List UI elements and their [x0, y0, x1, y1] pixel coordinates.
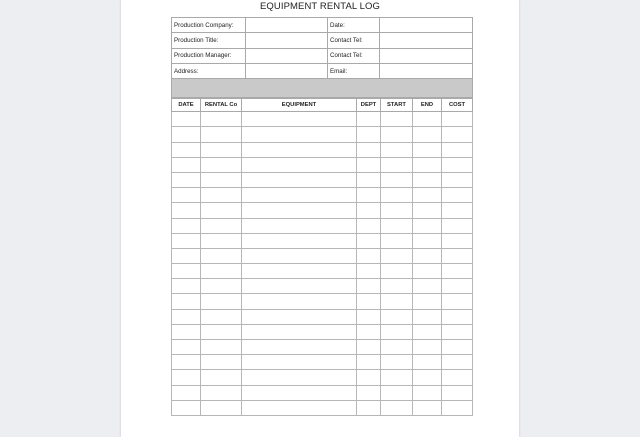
cell-cost[interactable] — [442, 294, 473, 309]
cell-date[interactable] — [172, 157, 201, 172]
cell-start[interactable] — [381, 233, 413, 248]
cell-dept[interactable] — [357, 218, 381, 233]
cell-start[interactable] — [381, 172, 413, 187]
cell-date[interactable] — [172, 385, 201, 400]
cell-equipment[interactable] — [242, 248, 357, 263]
document-page — [121, 0, 519, 437]
cell-dept[interactable] — [357, 264, 381, 279]
cell-equipment[interactable] — [242, 203, 357, 218]
cell-start[interactable] — [381, 385, 413, 400]
cell-dept[interactable] — [357, 142, 381, 157]
document-title: EQUIPMENT RENTAL LOG — [259, 1, 381, 12]
cell-rental-co[interactable] — [201, 218, 242, 233]
cell-cost[interactable] — [442, 248, 473, 263]
table-row — [172, 309, 473, 324]
cell-end[interactable] — [413, 309, 442, 324]
cell-cost[interactable] — [442, 309, 473, 324]
cell-end[interactable] — [413, 340, 442, 355]
cell-dept[interactable] — [357, 233, 381, 248]
cell-end[interactable] — [413, 294, 442, 309]
cell-start[interactable] — [381, 294, 413, 309]
cell-equipment[interactable] — [242, 188, 357, 203]
cell-rental-co[interactable] — [201, 355, 242, 370]
production-company-label: Production Company: — [172, 18, 246, 33]
cell-end[interactable] — [413, 172, 442, 187]
cell-equipment[interactable] — [242, 324, 357, 339]
cell-rental-co[interactable] — [201, 324, 242, 339]
cell-start[interactable] — [381, 355, 413, 370]
cell-start[interactable] — [381, 309, 413, 324]
column-header-end: END — [413, 99, 442, 112]
log-header-row — [172, 99, 473, 112]
production-title-field[interactable] — [246, 33, 328, 48]
column-header-date: DATE — [172, 99, 201, 112]
cell-rental-co[interactable] — [201, 172, 242, 187]
table-row — [172, 264, 473, 279]
cell-rental-co[interactable] — [201, 233, 242, 248]
cell-date[interactable] — [172, 172, 201, 187]
contact-tel-field[interactable] — [380, 48, 473, 63]
cell-start[interactable] — [381, 127, 413, 142]
cell-equipment[interactable] — [242, 127, 357, 142]
table-row — [172, 157, 473, 172]
cell-date[interactable] — [172, 400, 201, 415]
cell-cost[interactable] — [442, 385, 473, 400]
table-row — [172, 142, 473, 157]
cell-equipment[interactable] — [242, 279, 357, 294]
cell-date[interactable] — [172, 218, 201, 233]
cell-rental-co[interactable] — [201, 248, 242, 263]
cell-equipment[interactable] — [242, 294, 357, 309]
cell-rental-co[interactable] — [201, 309, 242, 324]
cell-rental-co[interactable] — [201, 203, 242, 218]
table-row — [172, 385, 473, 400]
table-row — [172, 294, 473, 309]
cell-end[interactable] — [413, 264, 442, 279]
production-company-field[interactable] — [246, 18, 328, 33]
cell-dept[interactable] — [357, 355, 381, 370]
cell-dept[interactable] — [357, 294, 381, 309]
cell-equipment[interactable] — [242, 112, 357, 127]
cell-rental-co[interactable] — [201, 112, 242, 127]
rental-log-form — [171, 17, 472, 416]
cell-date[interactable] — [172, 294, 201, 309]
contact-tel-field[interactable] — [380, 33, 473, 48]
table-row — [172, 400, 473, 415]
cell-end[interactable] — [413, 248, 442, 263]
cell-end[interactable] — [413, 355, 442, 370]
cell-cost[interactable] — [442, 370, 473, 385]
equipment-log-table — [171, 98, 473, 416]
column-header-dept: DEPT — [357, 99, 381, 112]
cell-equipment[interactable] — [242, 172, 357, 187]
cell-equipment[interactable] — [242, 385, 357, 400]
cell-start[interactable] — [381, 248, 413, 263]
table-row — [172, 112, 473, 127]
table-row — [172, 172, 473, 187]
cell-equipment[interactable] — [242, 218, 357, 233]
cell-cost[interactable] — [442, 112, 473, 127]
cell-cost[interactable] — [442, 324, 473, 339]
cell-dept[interactable] — [357, 248, 381, 263]
cell-date[interactable] — [172, 203, 201, 218]
cell-cost[interactable] — [442, 172, 473, 187]
table-row — [172, 127, 473, 142]
cell-equipment[interactable] — [242, 309, 357, 324]
table-row — [172, 248, 473, 263]
cell-end[interactable] — [413, 188, 442, 203]
cell-cost[interactable] — [442, 218, 473, 233]
table-row — [172, 218, 473, 233]
table-row — [172, 279, 473, 294]
cell-dept[interactable] — [357, 385, 381, 400]
cell-start[interactable] — [381, 203, 413, 218]
cell-dept[interactable] — [357, 340, 381, 355]
column-header-rental-co: RENTAL Co — [201, 99, 242, 112]
cell-start[interactable] — [381, 157, 413, 172]
header-row — [172, 48, 473, 63]
production-manager-label: Production Manager: — [172, 48, 246, 63]
cell-rental-co[interactable] — [201, 188, 242, 203]
address-field[interactable] — [246, 63, 328, 78]
cell-dept[interactable] — [357, 370, 381, 385]
log-body — [172, 112, 473, 416]
table-row — [172, 355, 473, 370]
cell-end[interactable] — [413, 385, 442, 400]
column-header-cost: COST — [442, 99, 473, 112]
production-title-label: Production Title: — [172, 33, 246, 48]
cell-date[interactable] — [172, 248, 201, 263]
cell-dept[interactable] — [357, 172, 381, 187]
cell-rental-co[interactable] — [201, 157, 242, 172]
cell-rental-co[interactable] — [201, 127, 242, 142]
cell-equipment[interactable] — [242, 157, 357, 172]
cell-end[interactable] — [413, 157, 442, 172]
cell-end[interactable] — [413, 233, 442, 248]
cell-end[interactable] — [413, 370, 442, 385]
contact-tel-label: Contact Tel: — [328, 48, 380, 63]
grey-divider-cell — [172, 79, 473, 98]
cell-cost[interactable] — [442, 142, 473, 157]
cell-date[interactable] — [172, 324, 201, 339]
cell-rental-co[interactable] — [201, 370, 242, 385]
cell-date[interactable] — [172, 188, 201, 203]
cell-rental-co[interactable] — [201, 340, 242, 355]
cell-end[interactable] — [413, 112, 442, 127]
column-header-equipment: EQUIPMENT — [242, 99, 357, 112]
header-row — [172, 33, 473, 48]
cell-start[interactable] — [381, 264, 413, 279]
cell-cost[interactable] — [442, 400, 473, 415]
cell-start[interactable] — [381, 112, 413, 127]
cell-rental-co[interactable] — [201, 142, 242, 157]
table-row — [172, 324, 473, 339]
grey-divider-row — [172, 79, 473, 98]
contact-tel-label: Contact Tel: — [328, 33, 380, 48]
cell-dept[interactable] — [357, 324, 381, 339]
cell-rental-co[interactable] — [201, 385, 242, 400]
table-row — [172, 188, 473, 203]
cell-date[interactable] — [172, 279, 201, 294]
email-label: Email: — [328, 63, 380, 78]
cell-start[interactable] — [381, 370, 413, 385]
cell-dept[interactable] — [357, 400, 381, 415]
cell-start[interactable] — [381, 188, 413, 203]
table-row — [172, 370, 473, 385]
cell-equipment[interactable] — [242, 142, 357, 157]
cell-dept[interactable] — [357, 127, 381, 142]
cell-equipment[interactable] — [242, 370, 357, 385]
date-label: Date: — [328, 18, 380, 33]
production-manager-field[interactable] — [246, 48, 328, 63]
cell-cost[interactable] — [442, 233, 473, 248]
cell-rental-co[interactable] — [201, 400, 242, 415]
cell-cost[interactable] — [442, 157, 473, 172]
cell-date[interactable] — [172, 370, 201, 385]
header-row — [172, 18, 473, 33]
cell-start[interactable] — [381, 340, 413, 355]
cell-date[interactable] — [172, 127, 201, 142]
table-row — [172, 203, 473, 218]
cell-dept[interactable] — [357, 309, 381, 324]
cell-date[interactable] — [172, 112, 201, 127]
cell-end[interactable] — [413, 324, 442, 339]
cell-cost[interactable] — [442, 279, 473, 294]
cell-date[interactable] — [172, 264, 201, 279]
cell-start[interactable] — [381, 400, 413, 415]
cell-date[interactable] — [172, 355, 201, 370]
cell-rental-co[interactable] — [201, 294, 242, 309]
cell-dept[interactable] — [357, 157, 381, 172]
cell-dept[interactable] — [357, 279, 381, 294]
table-row — [172, 340, 473, 355]
cell-cost[interactable] — [442, 355, 473, 370]
cell-cost[interactable] — [442, 340, 473, 355]
cell-date[interactable] — [172, 309, 201, 324]
date-field[interactable] — [380, 18, 473, 33]
cell-cost[interactable] — [442, 127, 473, 142]
table-row — [172, 233, 473, 248]
header-row — [172, 63, 473, 78]
cell-end[interactable] — [413, 142, 442, 157]
cell-start[interactable] — [381, 279, 413, 294]
cell-equipment[interactable] — [242, 264, 357, 279]
cell-dept[interactable] — [357, 203, 381, 218]
cell-end[interactable] — [413, 203, 442, 218]
email-field[interactable] — [380, 63, 473, 78]
cell-dept[interactable] — [357, 112, 381, 127]
address-label: Address: — [172, 63, 246, 78]
cell-cost[interactable] — [442, 264, 473, 279]
cell-start[interactable] — [381, 218, 413, 233]
cell-rental-co[interactable] — [201, 279, 242, 294]
cell-date[interactable] — [172, 233, 201, 248]
cell-start[interactable] — [381, 142, 413, 157]
cell-start[interactable] — [381, 324, 413, 339]
cell-end[interactable] — [413, 400, 442, 415]
cell-rental-co[interactable] — [201, 264, 242, 279]
cell-equipment[interactable] — [242, 233, 357, 248]
cell-date[interactable] — [172, 340, 201, 355]
cell-equipment[interactable] — [242, 400, 357, 415]
column-header-start: START — [381, 99, 413, 112]
cell-date[interactable] — [172, 142, 201, 157]
cell-end[interactable] — [413, 127, 442, 142]
cell-equipment[interactable] — [242, 355, 357, 370]
cell-dept[interactable] — [357, 188, 381, 203]
cell-cost[interactable] — [442, 203, 473, 218]
cell-end[interactable] — [413, 218, 442, 233]
cell-end[interactable] — [413, 279, 442, 294]
production-details-table — [171, 17, 473, 98]
cell-cost[interactable] — [442, 188, 473, 203]
cell-equipment[interactable] — [242, 340, 357, 355]
